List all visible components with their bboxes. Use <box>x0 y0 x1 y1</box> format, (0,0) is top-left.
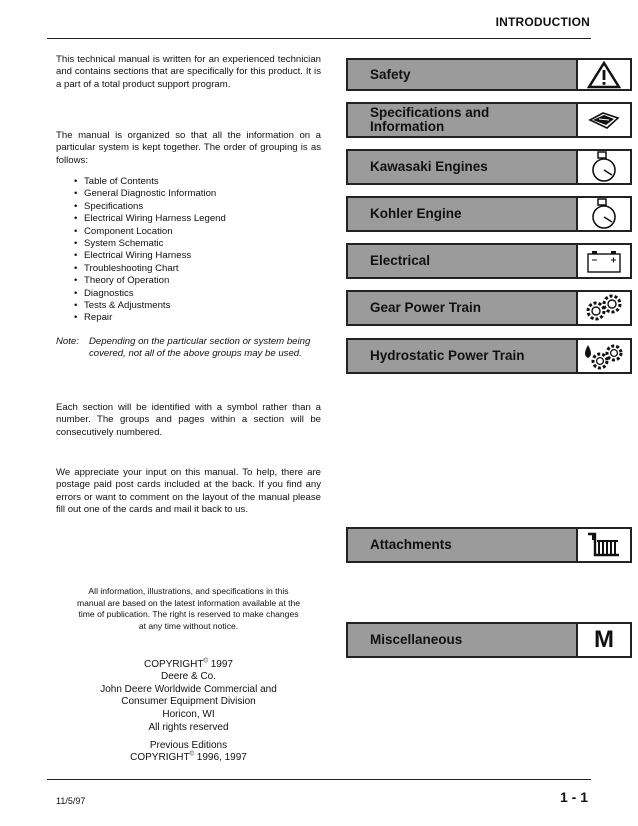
section-label: Safety <box>370 66 411 82</box>
previous-editions <box>56 740 321 765</box>
copyright-location: Horicon, WI <box>162 708 215 720</box>
attachment-icon <box>576 529 630 561</box>
intro-paragraph-2: The manual is organized so that all the information on a particular system is kept together. The order of grouping is as follows: <box>56 130 321 166</box>
section-label: Miscellaneous <box>370 632 463 647</box>
previous-editions-label: Previous Editions <box>149 740 228 751</box>
list-item: • Electrical Wiring Harness <box>74 250 226 262</box>
list-item: • General Diagnostic Information <box>74 188 226 200</box>
section-tab-gear-power-train[interactable] <box>346 290 632 326</box>
list-item: • Specifications <box>74 201 226 213</box>
intro-paragraph-1: This technical manual is written for an experienced technician and contains sections that are specifically for this product. It is a part of a total product support program. <box>56 54 321 90</box>
section-label: Gear Power Train <box>370 300 482 315</box>
grouping-list <box>74 176 226 325</box>
footer-date: 11/5/97 <box>56 796 86 806</box>
intro-paragraph-4: We appreciate your input on this manual. To help, there are postage paid post cards included at the back. If you find any errors or want to comment on the layout of the manual please fill out one of the cards and mail it back to us. <box>56 467 321 516</box>
page-number: 1 - 1 <box>559 789 588 805</box>
warning-triangle-icon <box>576 60 630 89</box>
header-rule <box>47 38 591 39</box>
disclaimer-text: All information, illustrations, and specifications in this manual are based on the latest information available at the time of publication. The right is reserved to make changes at any time without notice. <box>76 586 301 631</box>
list-item: • Theory of Operation <box>74 275 226 287</box>
copyright-company: Deere & Co. <box>160 671 217 683</box>
section-label: Hydrostatic Power Train <box>370 348 525 363</box>
section-label: Kawasaki Engines <box>370 159 488 174</box>
list-item: • Troubleshooting Chart <box>74 263 226 275</box>
copyright-year: 1997 <box>207 659 233 670</box>
copyright-label: COPYRIGHT <box>144 659 204 670</box>
section-tab-safety[interactable] <box>346 58 632 91</box>
note-block <box>56 336 321 361</box>
battery-icon <box>576 245 630 277</box>
intro-paragraph-3: Each section will be identified with a symbol rather than a number. The groups and pages within a section will be consecutively numbered. <box>56 402 321 438</box>
copyright-symbol: © <box>203 658 208 665</box>
section-tab-electrical[interactable] <box>346 243 632 279</box>
copyright-block <box>56 659 321 721</box>
previous-copyright-label: COPYRIGHT <box>130 752 190 764</box>
list-item: • System Schematic <box>74 238 226 250</box>
note-text: Depending on the particular section or system being covered, not all of the above groups may be used. <box>89 336 311 360</box>
section-label <box>370 104 489 136</box>
section-tab-hydrostatic-power-train[interactable] <box>346 338 632 374</box>
section-tab-kohler-engine[interactable] <box>346 196 632 232</box>
list-item: • Table of Contents <box>74 176 226 188</box>
list-item: • Repair <box>74 312 226 324</box>
copyright-division-1: John Deere Worldwide Commercial and <box>100 683 277 695</box>
section-label-line-1: Specifications and <box>370 105 490 120</box>
page-header-title: INTRODUCTION <box>495 15 590 29</box>
section-label: Electrical <box>370 253 431 268</box>
section-tab-kawasaki-engines[interactable] <box>346 149 632 185</box>
section-tab-attachments[interactable] <box>346 527 632 563</box>
footer-rule <box>47 779 591 780</box>
engine-gauge-icon <box>576 198 630 230</box>
section-label: Kohler Engine <box>370 206 462 221</box>
list-item: • Diagnostics <box>74 288 226 300</box>
previous-copyright-years: 1996, 1997 <box>194 752 247 764</box>
engine-gauge-icon <box>576 151 630 183</box>
section-tab-specifications[interactable] <box>346 102 632 138</box>
section-label-line-2: Information <box>370 119 445 134</box>
gears-icon <box>576 292 630 324</box>
list-item: • Electrical Wiring Harness Legend <box>74 213 226 225</box>
letter-m-icon: M <box>576 624 630 656</box>
manual-icon <box>576 104 630 136</box>
section-tab-miscellaneous[interactable] <box>346 622 632 658</box>
section-label: Attachments <box>370 537 452 552</box>
copyright-division-2: Consumer Equipment Division <box>121 696 256 708</box>
previous-copyright-symbol: © <box>189 752 195 759</box>
list-item: • Tests & Adjustments <box>74 300 226 312</box>
hydro-gears-icon <box>576 340 630 372</box>
list-item: • Component Location <box>74 226 226 238</box>
rights-reserved: All rights reserved <box>148 722 229 733</box>
note-label: Note: <box>56 336 79 347</box>
